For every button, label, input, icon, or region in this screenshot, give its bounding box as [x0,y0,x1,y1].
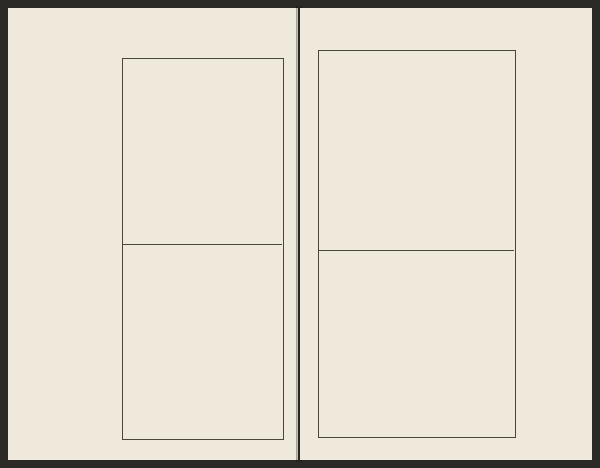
left-page [8,8,298,460]
left-table-frame [122,58,284,440]
right-page [300,8,592,460]
right-table-midline [318,250,514,251]
right-table-frame [318,50,516,438]
left-table-midline [122,244,282,245]
